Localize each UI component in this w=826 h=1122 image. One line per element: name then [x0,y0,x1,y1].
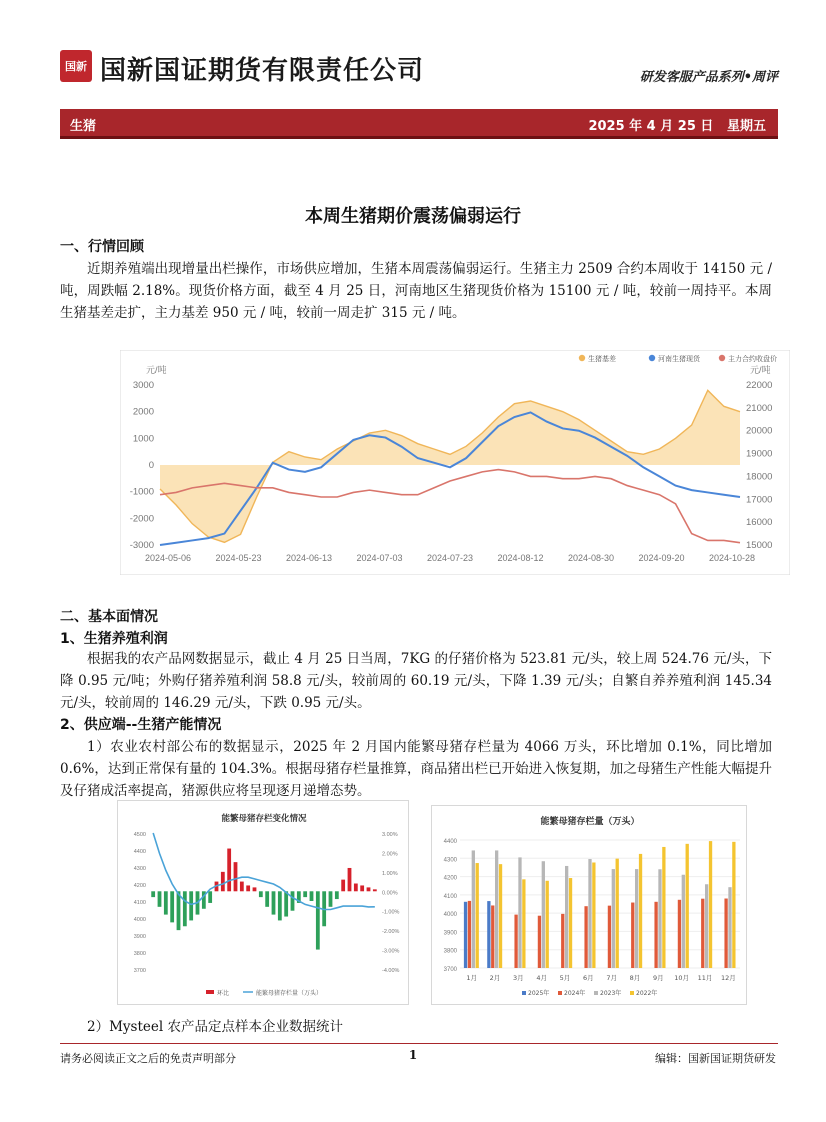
inventory-bar [546,881,549,968]
inventory-bar [565,866,568,968]
footer-disclaimer: 请务必阅读正文之后的免责声明部分 [60,1052,236,1065]
right-unit-label: 元/吨 [750,365,771,375]
change-bar [164,891,168,914]
inventory-bar [588,859,591,968]
y-left-tick: -1000 [129,486,154,498]
paragraph-profit: 根据我的农产品网数据显示，截止 4 月 25 日当周，7KG 的仔猪价格为 523.81 元/头，较上周 524.76 元/头，下降 0.95 元/吨；外购仔猪养殖利润 58.8 元/头，较前周的 60.19 元/头，下降 1.39 元/头；自繁自养养殖利润 145.34 元/头，较前周的 146.29 元/头，下跌 0.95 元/头。 [60,651,772,711]
change-bar [189,891,193,920]
footer-divider [60,1043,778,1044]
inventory-bar [654,902,657,968]
inventory-bar [658,869,661,968]
banner-date [588,115,766,134]
inventory-bar [487,901,490,968]
page-number: 1 [408,1048,418,1062]
inventory-bar [592,862,595,968]
report-title: 本周生猪期价震荡偏弱运行 [305,206,521,227]
x-tick: 2024-07-03 [356,553,403,563]
legend-label: 生猪基差 [588,356,616,363]
inventory-bar [561,914,564,968]
legend-marker [649,355,655,361]
right-y-tick: -1.00% [382,909,400,916]
x-tick: 2024-10-28 [708,553,756,563]
change-bar [221,872,225,891]
inventory-bar [514,915,517,968]
inventory-bar [569,878,572,968]
left-y-tick: 4500 [133,832,146,838]
change-bar [354,884,358,892]
change-bar [272,891,276,914]
change-bar [278,891,282,920]
right-y-tick: 3.00% [382,832,398,838]
change-bar [151,891,155,897]
x-tick: 2024-06-13 [285,553,333,563]
y-left-tick: 3000 [132,380,154,391]
banner-weekday: 星期五 [726,119,766,134]
month-label: 7月 [606,974,617,982]
section-heading-review: 一、行情回顾 [60,239,144,255]
left-chart-title: 能繁母猪存栏变化情况 [221,814,307,824]
inventory-bar [495,850,498,968]
legend-swatch [522,991,526,995]
legend-label: 2022年 [636,990,658,997]
right-y-tick: -4.00% [382,968,400,974]
y-right-tick: 20000 [746,425,773,437]
legend-swatch [630,991,634,995]
inventory-bar [662,847,665,968]
inventory-bar [705,884,708,968]
month-label: 8月 [629,974,641,982]
left-y-tick: 4400 [133,849,146,855]
legend-bar-label: 环比 [217,990,230,997]
logo-text: 国新 [65,60,87,73]
inventory-bar [635,869,638,968]
inventory-bar [518,857,521,968]
change-bar [170,891,174,922]
inventory-bar [686,844,689,968]
left-y-tick: 3900 [133,934,146,940]
y-right-tick: 22000 [746,380,773,391]
right-y-tick: 3700 [443,967,457,973]
inventory-bar [472,850,475,968]
inventory-bar [468,901,471,968]
month-label: 6月 [583,974,594,982]
company-name: 国新国证期货有限责任公司 [100,56,425,86]
inventory-bar [542,861,545,968]
category-banner [60,109,778,139]
month-label: 4月 [536,974,547,982]
change-bar [284,891,288,916]
right-chart-title: 能繁母猪存栏量（万头） [540,817,640,827]
y-right-tick: 17000 [746,494,773,506]
paragraph-supply: 1）农业农村部公布的数据显示，2025 年 2 月国内能繁母猪存栏量为 4066 万头，环比增加 0.1%，同比增加 0.6%，达到正常保有量的 104.3%。根据母猪存栏量推算，商品猪出栏已开始进入恢复期，加之母猪生产性能大幅提升及仔猪成活率提高，猪源供应将呈现逐月递增态势。 [60,739,772,799]
change-bar [373,889,377,891]
sow-inventory-chart-svg [432,806,748,1006]
change-bar [259,891,263,897]
inventory-bar [476,863,479,968]
inventory-bar [724,899,727,968]
footer-editor: 编辑：国新国证期货研发 [655,1052,776,1065]
change-bar [335,891,339,899]
x-tick: 2024-08-30 [567,553,615,563]
y-right-tick: 21000 [746,402,773,414]
change-bar [360,885,364,891]
change-bar [265,891,269,907]
inventory-bar [682,875,685,968]
change-bar [234,862,238,891]
left-y-tick: 4000 [133,917,146,923]
x-tick: 2024-05-23 [215,553,262,563]
change-bar [158,891,162,907]
sow-change-chart [117,800,409,1005]
legend-swatch [594,991,598,995]
right-y-tick: 3800 [443,948,457,955]
right-y-tick: 4100 [443,893,457,900]
section-heading-fundamentals: 二、基本面情况 [60,609,158,625]
month-label: 2月 [489,974,501,982]
banner-category: 生猪 [70,119,97,134]
inventory-bar [709,841,712,968]
legend-label: 2025年 [528,990,550,997]
inventory-bar [728,887,731,968]
change-bar [348,868,352,891]
subheading-profit: 1、生猪养殖利润 [60,631,168,647]
legend-marker [719,355,725,361]
left-y-tick: 3800 [133,951,146,957]
change-bar [303,891,307,897]
change-bar [329,891,333,907]
paragraph-review: 近期养殖端出现增量出栏操作，市场供应增加，生猪本周震荡偏弱运行。生猪主力 2509 合约本周收于 14150 元 / 吨，周跌幅 2.18%。现货价格方面，截至 4 月 25 日，河南地区生猪现货价格为 15100 元 / 吨，较前一周持平。本周生猪基差走扩，主力基差 950 元 / 吨，较前一周走扩 315 元 / 吨。 [60,261,772,321]
y-right-tick: 16000 [746,517,773,529]
y-left-tick: 1000 [132,433,154,445]
change-bar [316,891,320,949]
inventory-bar [732,842,735,968]
left-y-tick: 3700 [133,968,146,974]
y-left-tick: 0 [148,460,154,471]
paragraph-mysteel: 2）Mysteel 农产品定点样本企业数据统计 [87,1019,343,1035]
month-label: 1月 [466,974,477,982]
inventory-bar [616,859,619,968]
y-left-tick: 2000 [132,406,154,418]
report-series: 研发客服产品系列•周评 [639,70,778,85]
left-y-tick: 4200 [133,883,146,889]
banner-date-text: 2025 年 4 月 25 日 [588,119,714,134]
change-bar [183,891,187,926]
legend-label: 河南生猪现货 [658,356,700,363]
inventory-bar [608,906,611,968]
legend-bar-swatch [206,990,214,994]
y-right-tick: 19000 [746,448,773,460]
month-label: 9月 [653,974,664,982]
right-y-tick: 3900 [443,930,457,937]
change-bar [291,891,295,910]
change-bar [208,891,212,903]
x-tick: 2024-07-23 [426,553,474,563]
legend-label: 2023年 [600,990,622,997]
month-label: 12月 [720,974,736,982]
right-y-tick: 0.00% [382,890,398,897]
legend-label: 2024年 [564,990,586,997]
change-bar [367,887,371,891]
y-left-tick: -3000 [129,540,154,551]
month-label: 11月 [697,974,713,982]
left-unit-label: 元/吨 [146,365,167,375]
y-left-tick: -2000 [129,513,154,525]
sow-inventory-chart [431,805,747,1005]
change-bar [177,891,181,930]
legend-label: 主力合约收盘价 [728,356,777,363]
inventory-bar [491,905,494,968]
left-y-tick: 4100 [133,900,146,906]
right-y-tick: 4300 [443,857,457,864]
inventory-bar [612,869,615,968]
inventory-bar [678,900,681,968]
left-y-tick: 4300 [133,866,146,872]
month-label: 3月 [513,974,524,982]
inventory-bar [522,879,525,968]
right-y-tick: 4000 [443,912,457,919]
right-y-tick: 4200 [443,875,457,882]
basis-chart [120,350,790,575]
x-tick: 2024-08-12 [497,553,544,563]
inventory-bar [639,854,642,968]
inventory-bar [631,903,634,968]
right-y-tick: -3.00% [382,948,400,955]
inventory-bar [701,899,704,968]
x-tick: 2024-09-20 [638,553,685,563]
right-y-tick: 2.00% [382,851,398,858]
sow-change-chart-svg [118,801,410,1006]
inventory-bar [464,902,467,968]
legend-line-label: 能繁母猪存栏量（万头） [256,990,323,997]
change-bar [310,891,314,901]
change-bar [240,882,244,892]
month-label: 5月 [559,974,571,982]
change-bar [341,880,345,892]
change-bar [227,849,231,892]
inventory-bar [538,916,541,968]
month-label: 10月 [674,974,690,982]
y-right-tick: 15000 [746,540,773,551]
legend-swatch [558,991,562,995]
subheading-supply: 2、供应端--生猪产能情况 [60,717,222,733]
change-bar [246,885,250,891]
right-y-tick: 1.00% [382,870,398,877]
inventory-bar [499,864,502,968]
legend-marker [579,355,585,361]
company-logo [60,50,92,82]
right-y-tick: -2.00% [382,929,400,936]
inventory-bar [584,906,587,968]
basis-chart-svg [120,350,790,575]
x-tick: 2024-05-06 [144,553,192,563]
change-bar [253,887,257,891]
y-right-tick: 18000 [746,471,773,483]
right-y-tick: 4400 [443,839,457,845]
